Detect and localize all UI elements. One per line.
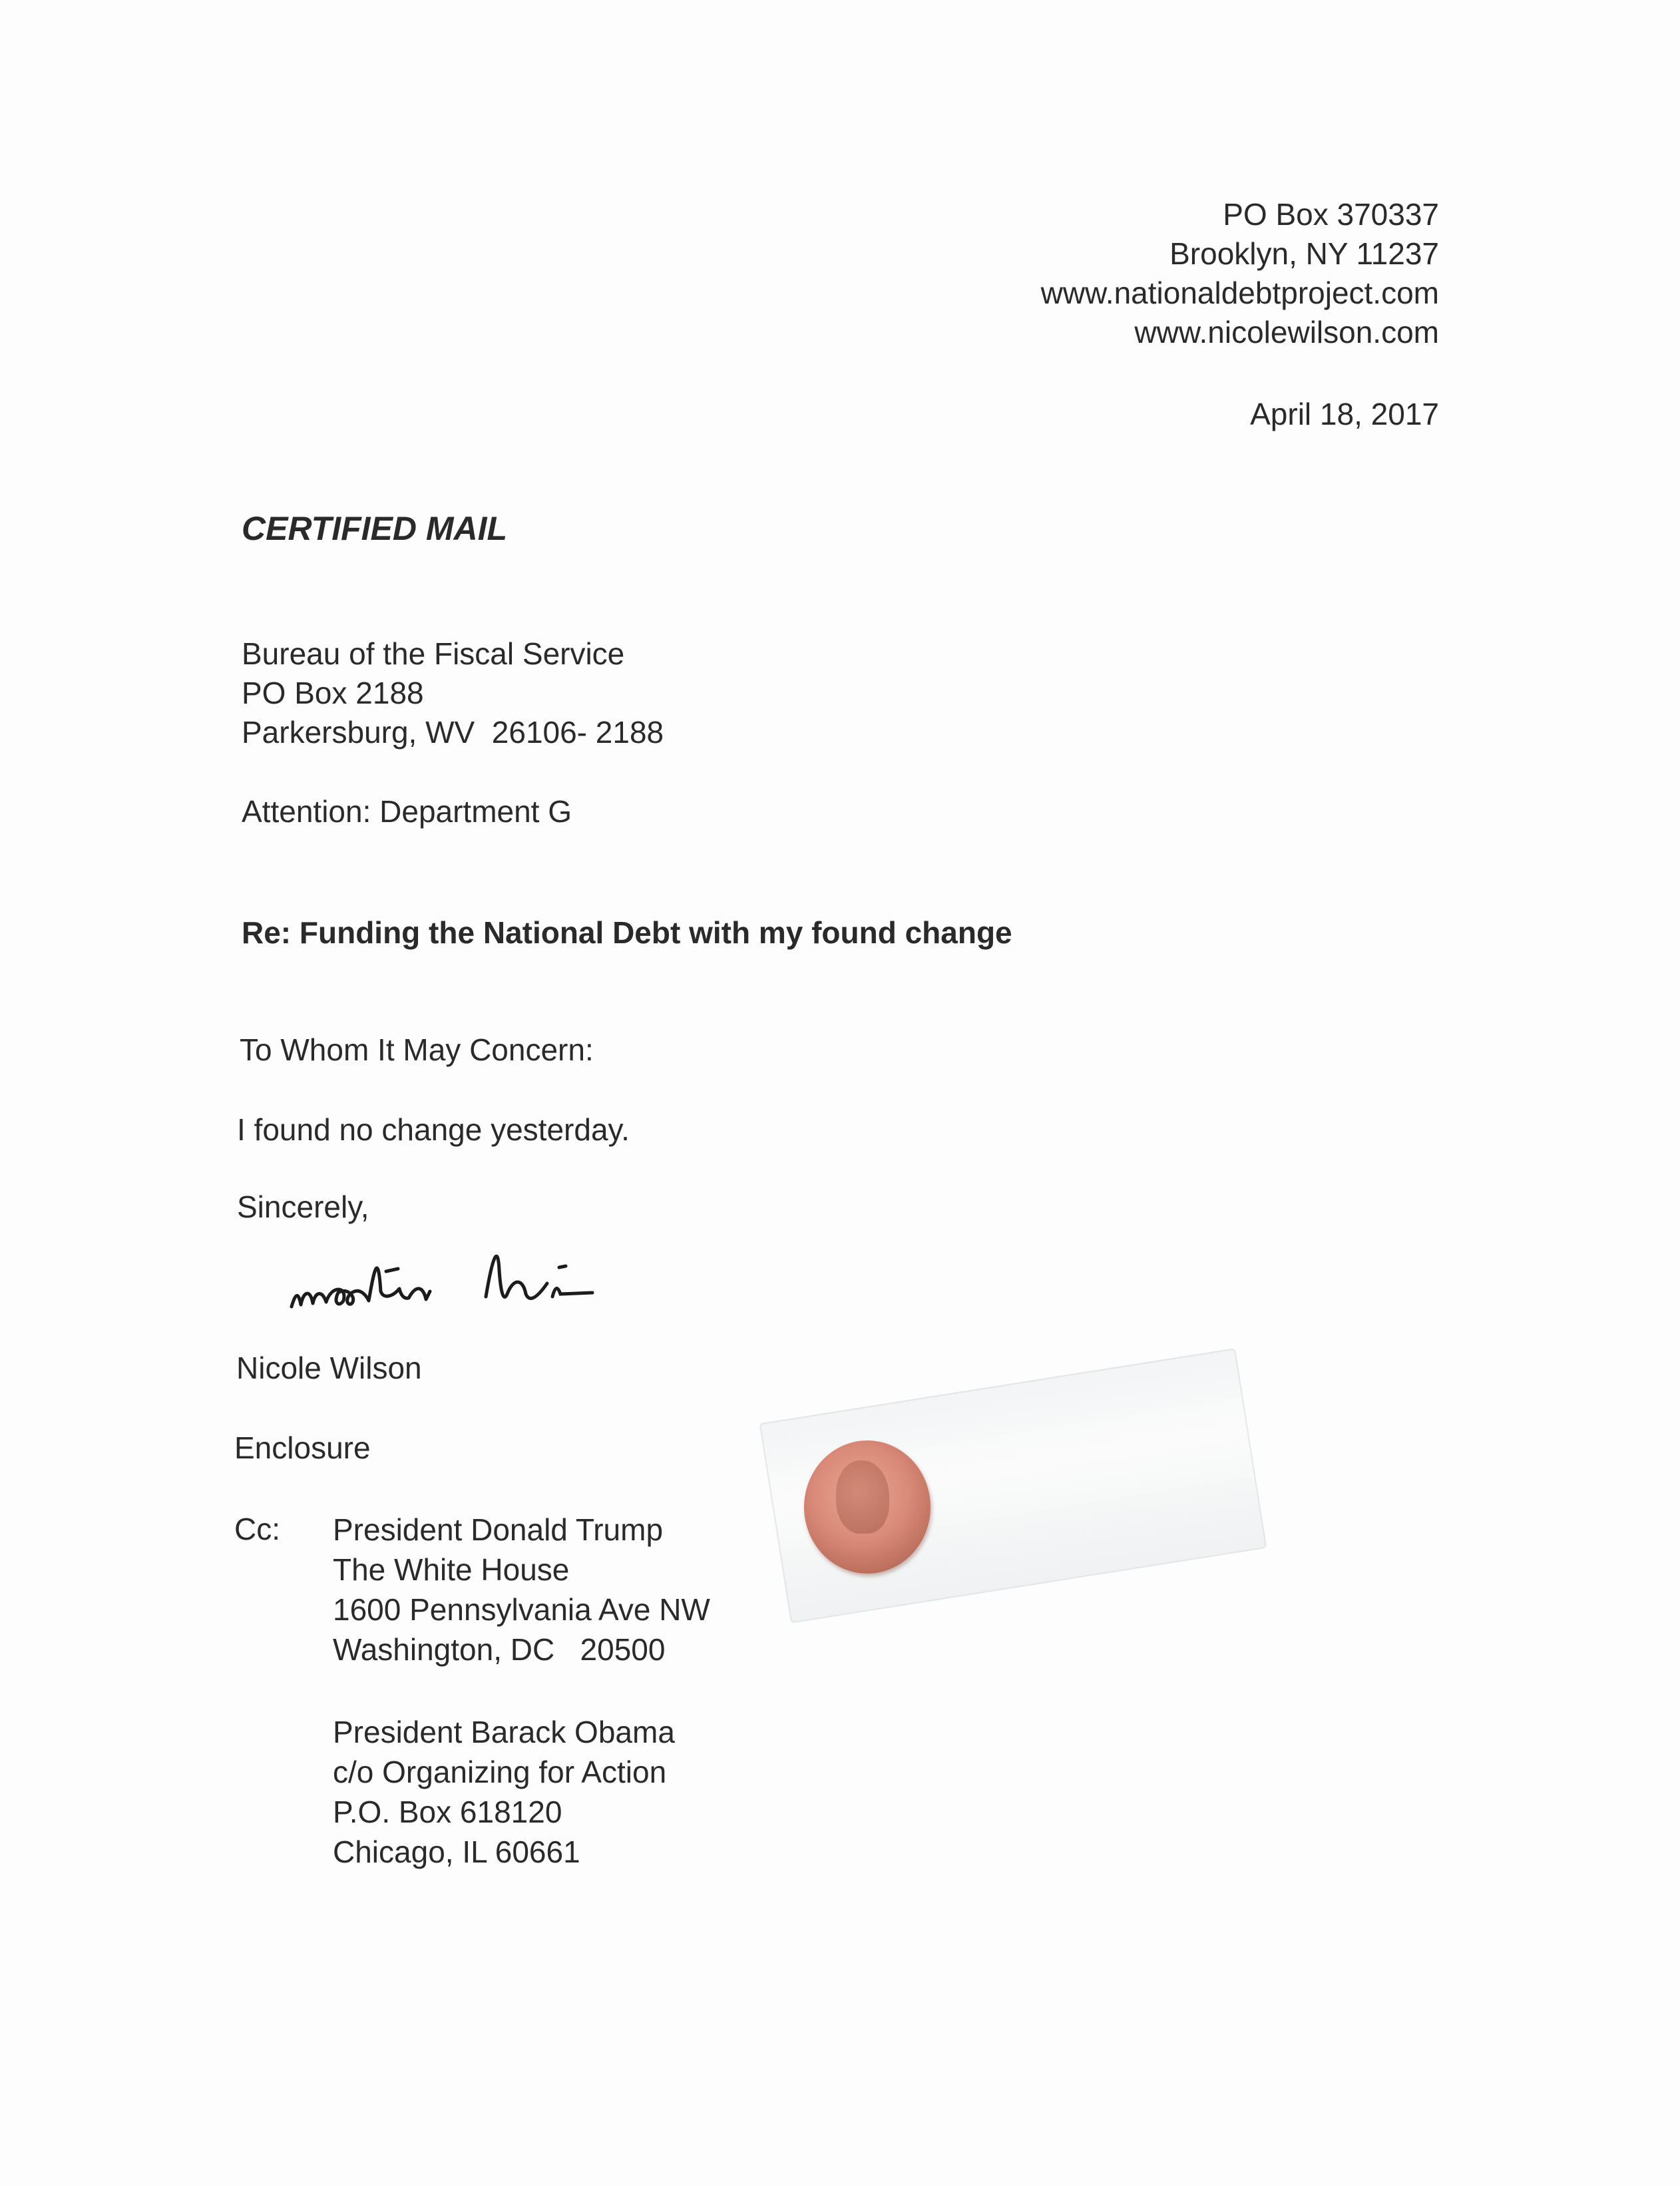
sender-website: www.nationaldebtproject.com bbox=[1040, 276, 1439, 310]
sender-address bbox=[840, 195, 1439, 352]
recipient-line: Parkersburg, WV 26106- 2188 bbox=[242, 715, 664, 750]
subject-line: Re: Funding the National Debt with my found change bbox=[242, 915, 1012, 950]
cc-line: President Barack Obama bbox=[333, 1715, 675, 1749]
penny-portrait bbox=[836, 1460, 889, 1534]
recipient-line: Bureau of the Fiscal Service bbox=[242, 636, 625, 671]
cc-line: President Donald Trump bbox=[333, 1512, 664, 1547]
letter-body: I found no change yesterday. bbox=[237, 1112, 630, 1147]
cc-label: Cc: bbox=[234, 1512, 280, 1546]
recipient-address bbox=[242, 634, 664, 752]
recipient-line: PO Box 2188 bbox=[242, 676, 424, 710]
salutation: To Whom It May Concern: bbox=[240, 1032, 594, 1067]
cc-line: The White House bbox=[333, 1552, 570, 1587]
sender-line: Brooklyn, NY 11237 bbox=[1169, 236, 1439, 271]
attention-line: Attention: Department G bbox=[242, 794, 572, 829]
signer-name: Nicole Wilson bbox=[236, 1351, 422, 1385]
letter-date: April 18, 2017 bbox=[1250, 397, 1439, 431]
cc-line: Washington, DC 20500 bbox=[333, 1632, 666, 1667]
cc-line: 1600 Pennsylvania Ave NW bbox=[333, 1592, 710, 1627]
sender-website: www.nicolewilson.com bbox=[1134, 315, 1439, 349]
cc-line: P.O. Box 618120 bbox=[333, 1795, 562, 1829]
cc-recipient bbox=[333, 1712, 675, 1872]
cc-line: Chicago, IL 60661 bbox=[333, 1835, 580, 1869]
closing: Sincerely, bbox=[237, 1190, 369, 1224]
cc-line: c/o Organizing for Action bbox=[333, 1755, 667, 1789]
handwritten-signature bbox=[286, 1230, 659, 1330]
certified-mail-heading: CERTIFIED MAIL bbox=[242, 510, 508, 547]
penny-icon bbox=[804, 1440, 931, 1574]
sender-line: PO Box 370337 bbox=[1223, 197, 1439, 232]
enclosure-note: Enclosure bbox=[234, 1430, 371, 1465]
cc-recipient bbox=[333, 1510, 710, 1669]
